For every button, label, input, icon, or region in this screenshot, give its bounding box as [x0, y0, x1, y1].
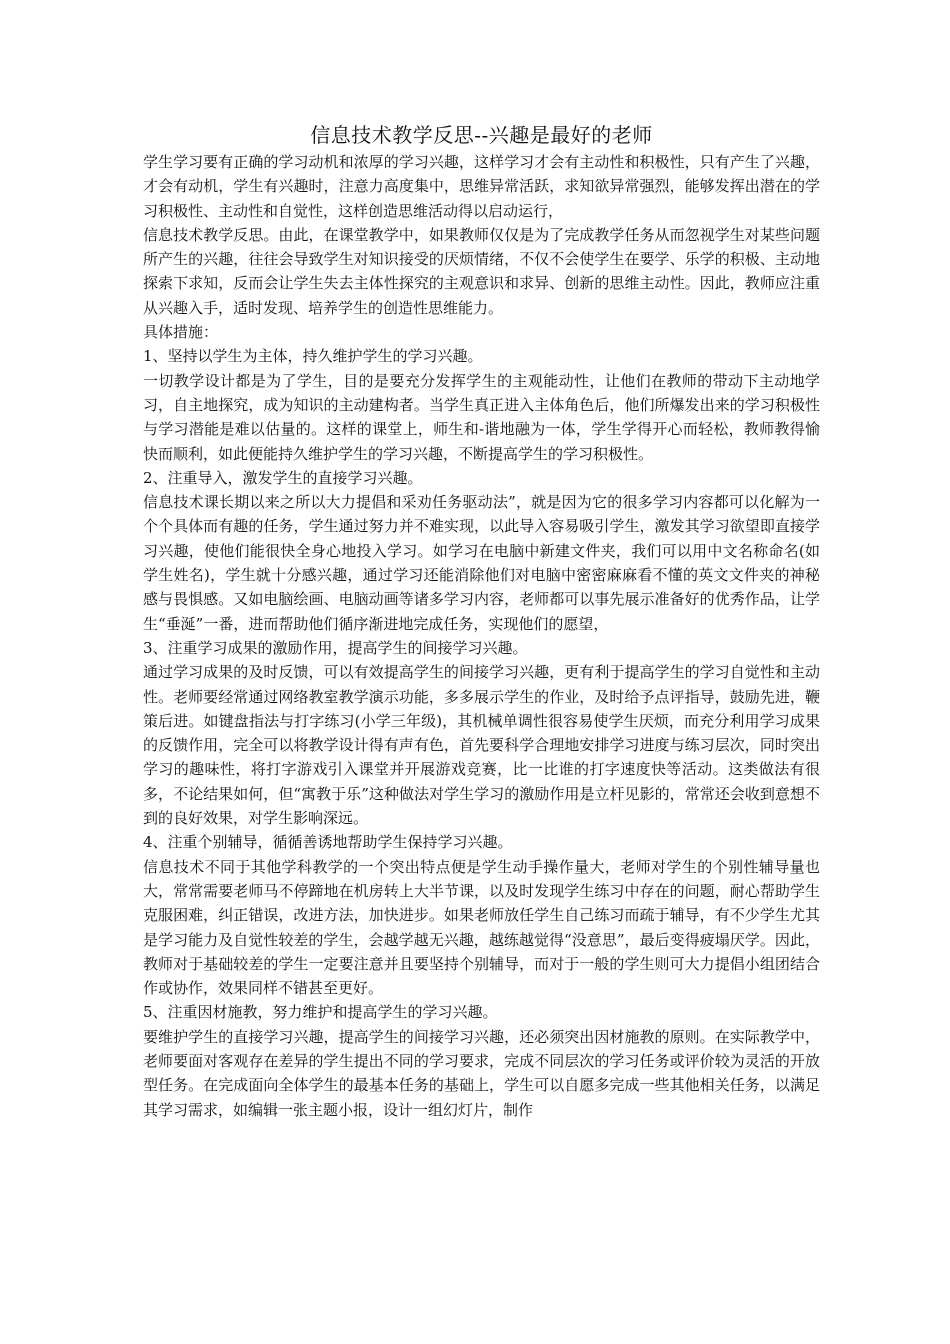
paragraph-reflection: 信息技术教学反思。由此，在课堂教学中，如果教师仅仅是为了完成教学任务从而忽视学生对某些问题所产生的兴趣，往往会导致学生对知识接受的厌烦情绪，不仅不会使学生在要学、乐学的积极、主动地探索下求知，反而会让学生失去主体性探究的主观意识和求异、创新的思维主动性。因此，教师应注重从兴趣入手，适时发现、培养学生的创造性思维能力。	[143, 225, 820, 317]
document-body	[143, 150, 820, 1122]
section-body-5: 要维护学生的直接学习兴趣，提高学生的间接学习兴趣，还必须突出因材施教的原则。在实际教学中，老师要面对客观存在差异的学生提出不同的学习要求，完成不同层次的学习任务或评价较为灵活的开放型任务。在完成面向全体学生的最基本任务的基础上，学生可以自愿多完成一些其他相关任务，以满足其学习需求，如编辑一张主题小报，设计一组幻灯片，制作	[143, 1027, 820, 1119]
section-heading-4: 4、注重个别辅导，循循善诱地帮助学生保持学习兴趣。	[143, 833, 513, 852]
paragraph-intro: 学生学习要有正确的学习动机和浓厚的学习兴趣，这样学习才会有主动性和积极性，只有产生了兴趣，才会有动机，学生有兴趣时，注意力高度集中，思维异常活跃，求知欲异常强烈，能够发挥出潜在的学习积极性、主动性和自觉性，这样创造思维活动得以启动运行，	[143, 153, 820, 220]
section-heading-1: 1、坚持以学生为主体，持久维护学生的学习兴趣。	[143, 347, 483, 366]
document-title: 信息技术教学反思--兴趣是最好的老师	[310, 123, 653, 147]
section-heading-3: 3、注重学习成果的激励作用，提高学生的间接学习兴趣。	[143, 638, 528, 657]
document-page	[143, 120, 820, 1122]
section-body-4: 信息技术不同于其他学科教学的一个突出特点便是学生动手操作量大，老师对学生的个别性辅导量也大，常常需要老师马不停蹄地在机房转上大半节课，以及时发现学生练习中存在的问题，耐心帮助学生克服困难，纠正错误，改进方法，加快进步。如果老师放任学生自己练习而疏于辅导，有不少学生尤其是学习能力及自觉性较差的学生，会越学越无兴趣，越练越觉得“没意思”，最后变得疲塌厌学。因此，教师对于基础较差的学生一定要注意并且要坚持个别辅导，而对于一般的学生则可大力提倡小组团结合作或协作，效果同样不错甚至更好。	[143, 857, 820, 998]
section-body-1: 一切教学设计都是为了学生，目的是要充分发挥学生的主观能动性，让他们在教师的带动下主动地学习，自主地探究，成为知识的主动建构者。当学生真正进入主体角色后，他们所爆发出来的学习积极性与学习潜能是难以估量的。这样的课堂上，师生和-谐地融为一体，学生学得开心而轻松，教师教得愉快而顺利，如此便能持久维护学生的学习兴趣，不断提高学生的学习积极性。	[143, 371, 820, 463]
paragraph-measures-heading: 具体措施：	[143, 323, 219, 342]
section-heading-2: 2、注重导入，激发学生的直接学习兴趣。	[143, 468, 423, 487]
section-body-2: 信息技术课长期以来之所以大力提倡和采劝任务驱动法”，就是因为它的很多学习内容都可以化解为一个个具体而有趣的任务，学生通过努力并不难实现，以此导入容易吸引学生，激发其学习欲望即直接学习兴趣，使他们能很快全身心地投入学习。如学习在电脑中新建文件夹，我们可以用中文名称命名(如学生姓名)，学生就十分感兴趣，通过学习还能消除他们对电脑中密密麻麻看不懂的英文文件夹的神秘感与畏惧感。又如电脑绘画、电脑动画等诸多学习内容，老师都可以事先展示准备好的优秀作品，让学生“垂涎”一番，进而帮助他们循序渐进地完成任务，实现他们的愿望，	[143, 493, 820, 633]
section-body-3: 通过学习成果的及时反馈，可以有效提高学生的间接学习兴趣，更有利于提高学生的学习自觉性和主动性。老师要经常通过网络教室教学演示功能，多多展示学生的作业，及时给予点评指导，鼓励先进，鞭策后进。如键盘指法与打字练习(小学三年级)，其机械单调性很容易使学生厌烦，而充分利用学习成果的反馈作用，完全可以将教学设计得有声有色，首先要科学合理地安排学习进度与练习层次，同时突出学习的趣味性，将打字游戏引入课堂并开展游戏竞赛，比一比谁的打字速度快等活动。这类做法有很多，不论结果如何，但“寓教于乐”这种做法对学生学习的激励作用是立杆见影的，常常还会收到意想不到的良好效果，对学生影响深远。	[143, 663, 820, 828]
section-heading-5: 5、注重因材施教，努力维护和提高学生的学习兴趣。	[143, 1003, 498, 1022]
